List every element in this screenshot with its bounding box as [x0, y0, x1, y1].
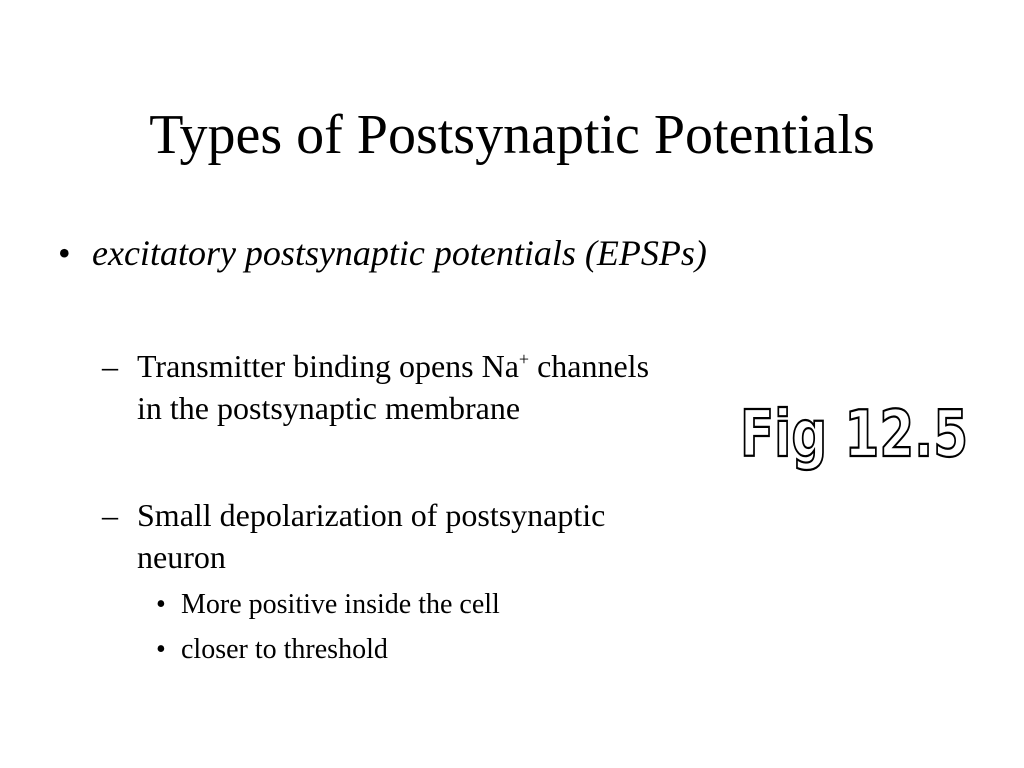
bullet-marker: •: [156, 589, 166, 620]
subsubitem-closer-threshold-text: closer to threshold: [181, 634, 388, 665]
subsubitem-closer-threshold: [156, 632, 676, 668]
subsubitem-more-positive-text: More positive inside the cell: [181, 589, 500, 620]
bullet-marker: •: [156, 634, 166, 665]
superscript-plus: +: [518, 349, 530, 369]
text-rest: channels in the postsynaptic membrane: [137, 348, 650, 426]
bullet-epsps: [58, 230, 738, 276]
slide-title: Types of Postsynaptic Potentials: [149, 104, 875, 166]
dash-marker: –: [102, 497, 118, 533]
bullet-epsps-text: excitatory postsynaptic potentials (EPSPs): [92, 233, 707, 273]
bullet-marker: •: [58, 233, 71, 273]
subitem-transmitter-binding-text: [137, 345, 662, 429]
subitem-small-depolarization: [102, 494, 662, 578]
figure-label-text: Fig 12.5: [740, 398, 968, 472]
text-main: Transmitter binding opens Na: [137, 348, 519, 384]
dash-marker: –: [102, 348, 118, 384]
subsubitem-more-positive: [156, 587, 676, 623]
figure-label: [736, 394, 976, 474]
subitem-small-depolarization-text: Small depolarization of postsynaptic neuron: [137, 497, 606, 575]
subitem-transmitter-binding: [102, 345, 662, 429]
